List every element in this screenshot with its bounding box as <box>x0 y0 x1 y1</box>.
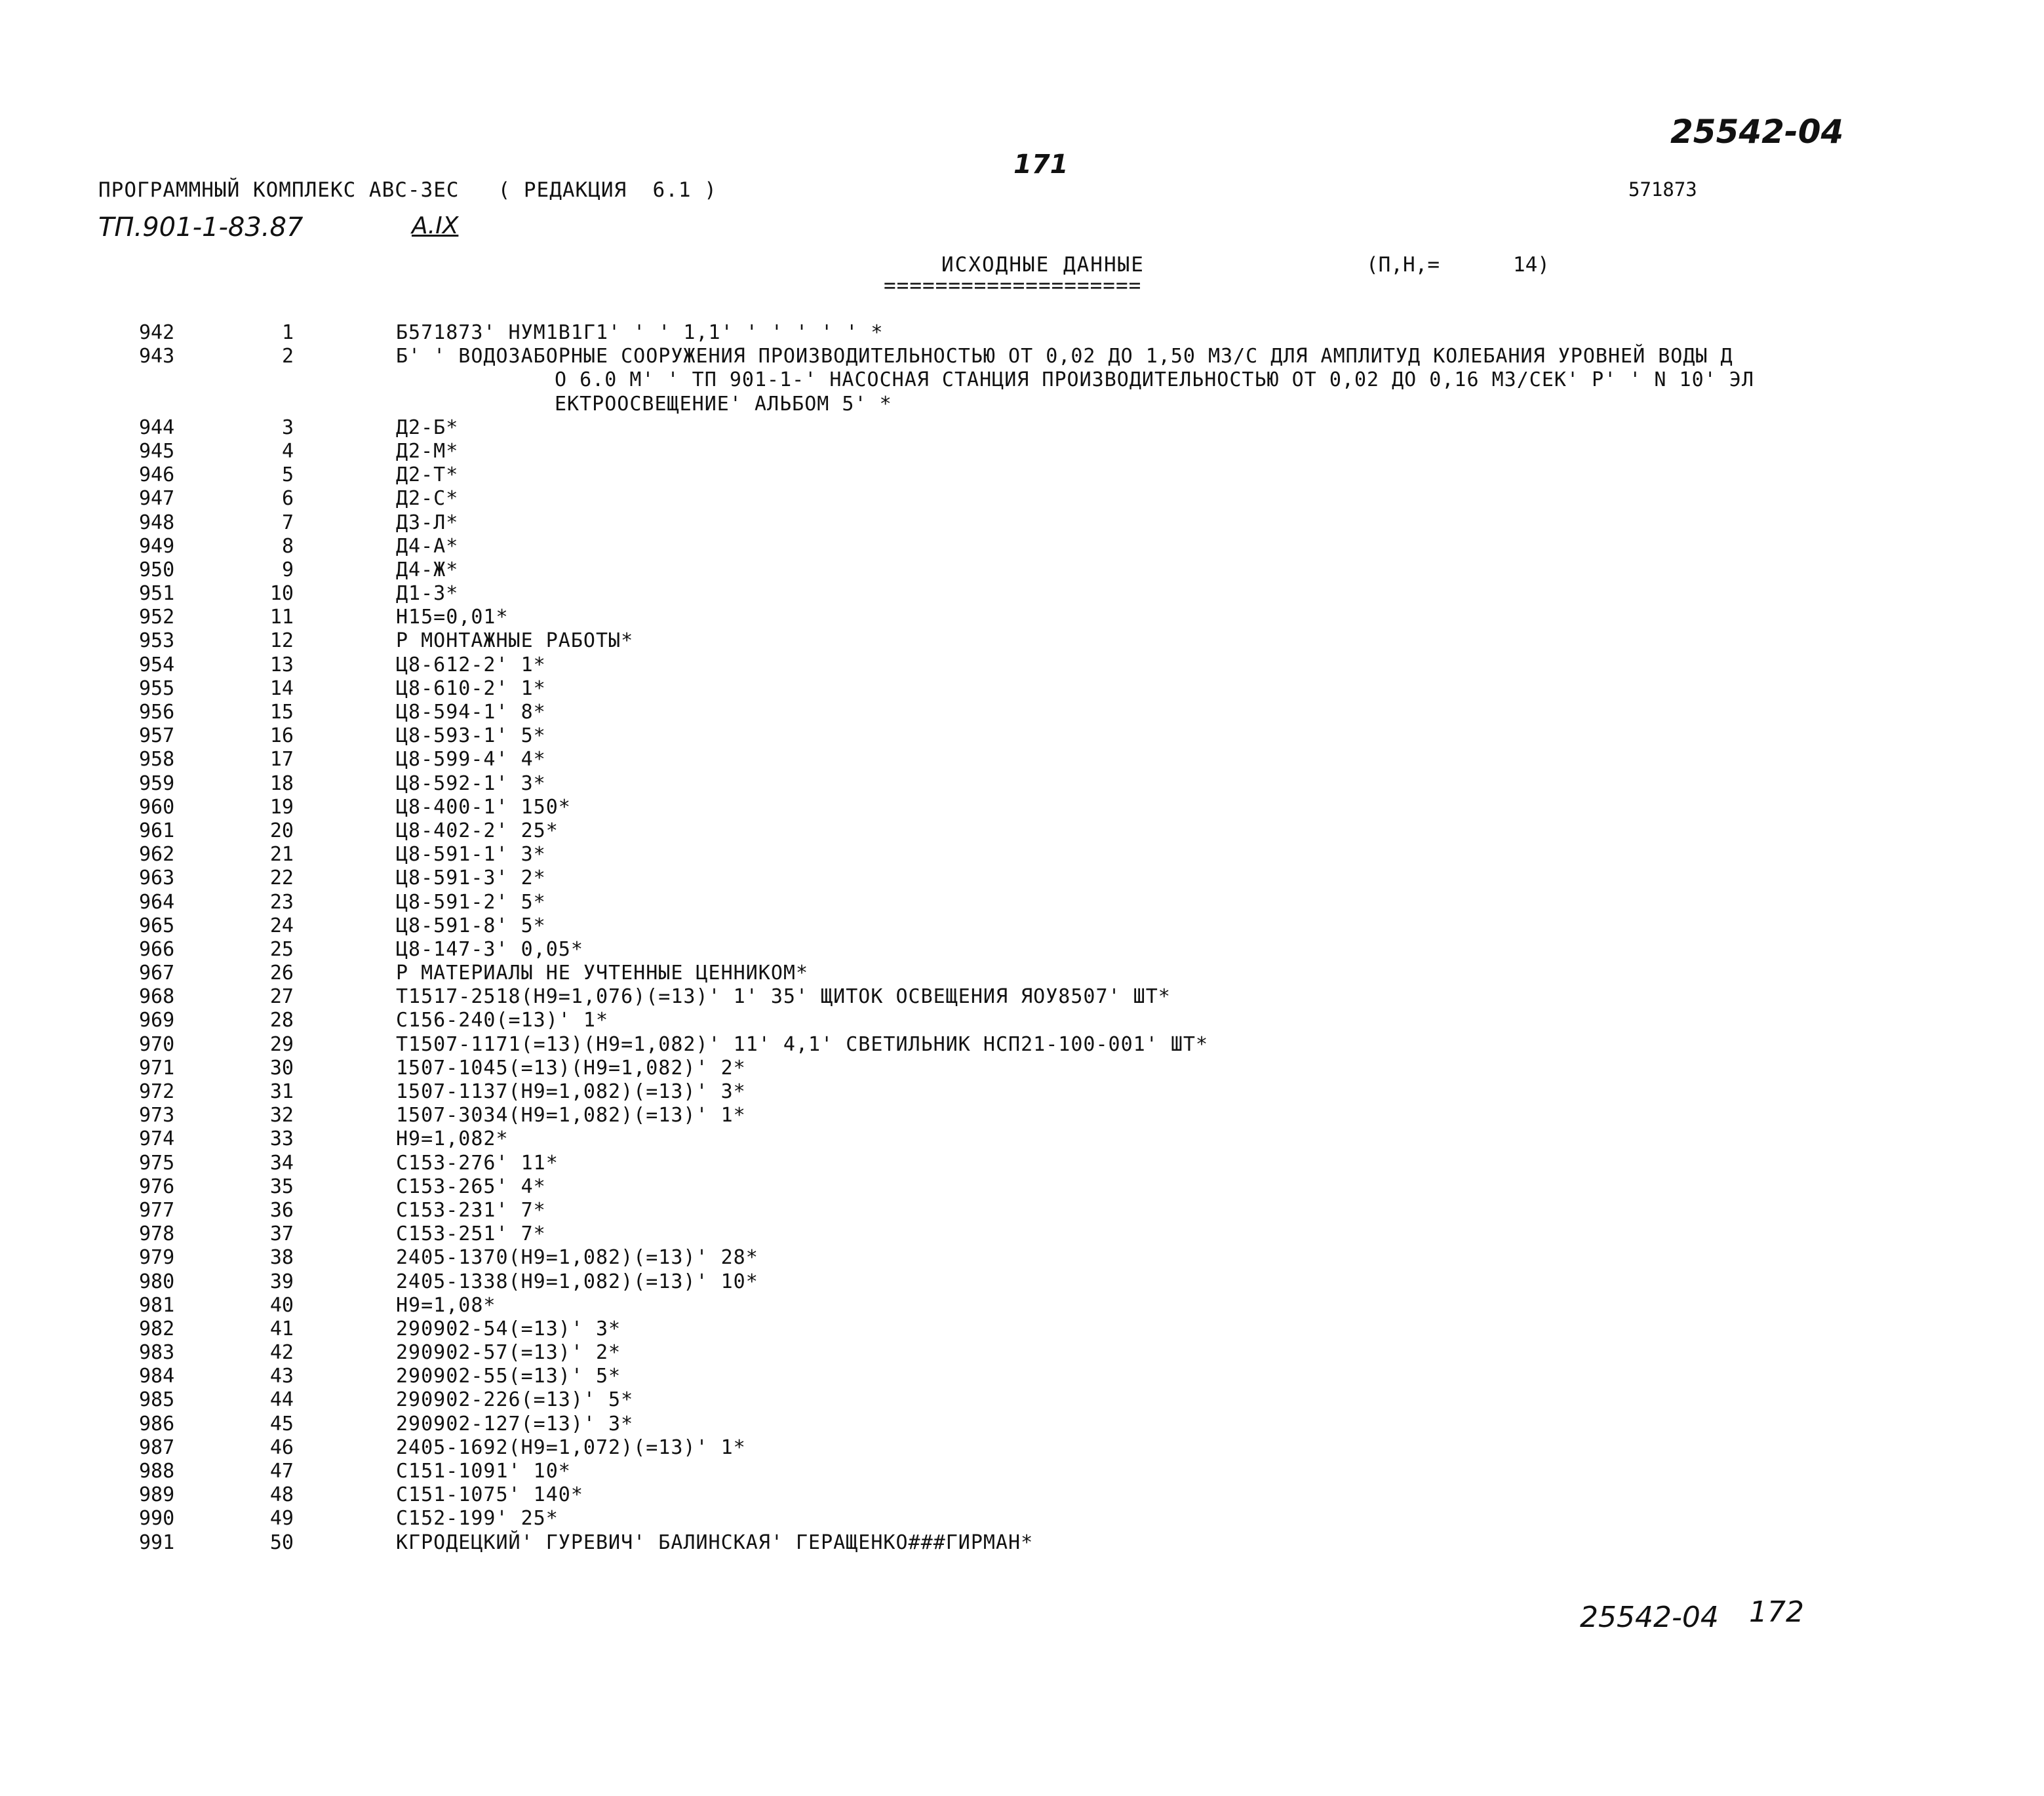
record-text: С153-265' 4* <box>396 1175 546 1198</box>
record-row <box>0 1365 2044 1388</box>
record-text: Ц8-400-1' 150* <box>396 795 571 819</box>
record-text-continuation: О 6.0 М' ' ТП 901-1-' НАСОСНАЯ СТАНЦИЯ ПРОИЗВОДИТЕЛЬНОСТЬЮ ОТ 0,02 ДО 0,16 М3/СЕК' Р' ' N 10' ЭЛ <box>555 368 1754 392</box>
record-line-number: 980 <box>139 1270 175 1293</box>
record-row <box>0 1413 2044 1436</box>
record-line-number: 987 <box>139 1435 175 1459</box>
record-sequence-number: 25 <box>269 937 294 961</box>
record-sequence-number: 46 <box>269 1435 294 1459</box>
record-line-number: 963 <box>139 867 175 890</box>
record-line-number: 958 <box>139 748 175 771</box>
record-sequence-number: 23 <box>269 890 294 914</box>
record-sequence-number: 7 <box>281 511 294 534</box>
record-row <box>0 321 2044 345</box>
record-text: С152-199' 25* <box>396 1507 559 1531</box>
record-line-number: 951 <box>139 582 175 606</box>
record-text: С153-276' 11* <box>396 1151 559 1175</box>
record-row <box>0 914 2044 938</box>
record-sequence-number: 42 <box>269 1341 294 1365</box>
record-row <box>0 606 2044 629</box>
record-row <box>0 1246 2044 1270</box>
record-row <box>0 1175 2044 1199</box>
record-line-number: 985 <box>139 1388 175 1412</box>
record-row <box>0 962 2044 985</box>
record-row <box>0 1057 2044 1080</box>
record-text: С153-251' 7* <box>396 1222 546 1246</box>
record-row <box>0 1104 2044 1127</box>
record-text: Д1-3* <box>396 582 459 606</box>
record-row <box>0 1507 2044 1531</box>
record-line-number: 969 <box>139 1009 175 1032</box>
record-sequence-number: 8 <box>281 534 294 558</box>
record-sequence-number: 48 <box>269 1483 294 1507</box>
record-sequence-number: 24 <box>269 914 294 937</box>
section-title: ИСХОДНЫЕ ДАННЫЕ <box>941 253 1145 277</box>
record-text: 290902-54(=13)' 3* <box>396 1317 621 1340</box>
record-row <box>0 487 2044 511</box>
record-text: 290902-57(=13)' 2* <box>396 1341 621 1365</box>
record-line-number: 988 <box>139 1460 175 1483</box>
record-line-number: 981 <box>139 1293 175 1317</box>
record-line-number: 989 <box>139 1483 175 1507</box>
record-row <box>0 416 2044 440</box>
record-row <box>0 1033 2044 1057</box>
record-text: С156-240(=13)' 1* <box>396 1009 609 1032</box>
record-text: Р МАТЕРИАЛЫ НЕ УЧТЕННЫЕ ЦЕННИКОМ* <box>396 962 809 985</box>
record-line-number: 953 <box>139 629 175 653</box>
record-line-number: 968 <box>139 985 175 1009</box>
record-line-number: 957 <box>139 724 175 748</box>
record-sequence-number: 2 <box>281 345 294 368</box>
record-row <box>0 1152 2044 1175</box>
record-row <box>0 724 2044 748</box>
record-sequence-number: 6 <box>281 487 294 511</box>
record-text: Д2-С* <box>396 487 459 511</box>
program-header: ПРОГРАММНЫЙ КОМПЛЕКС АВС-3ЕС ( РЕДАКЦИЯ 6.1 ) <box>98 178 717 202</box>
record-text: Ц8-591-8' 5* <box>396 914 546 937</box>
record-line-number: 945 <box>139 439 175 463</box>
record-row <box>0 511 2044 535</box>
record-sequence-number: 36 <box>269 1198 294 1222</box>
record-text: Н15=0,01* <box>396 606 509 629</box>
record-row <box>0 535 2044 558</box>
record-text: 2405-1692(Н9=1,072)(=13)' 1* <box>396 1435 746 1459</box>
record-text: Д4-Ж* <box>396 558 459 581</box>
record-text: 1507-1137(Н9=1,082)(=13)' 3* <box>396 1080 746 1103</box>
section-underline: ==================== <box>884 274 1142 298</box>
record-sequence-number: 38 <box>269 1246 294 1270</box>
record-row <box>0 819 2044 843</box>
record-sequence-number: 16 <box>269 724 294 748</box>
record-line-number: 962 <box>139 843 175 867</box>
record-line-number: 976 <box>139 1175 175 1198</box>
record-text: Ц8-402-2' 25* <box>396 819 559 842</box>
record-sequence-number: 20 <box>269 819 294 842</box>
record-sequence-number: 45 <box>269 1412 294 1435</box>
record-line-number: 950 <box>139 558 175 581</box>
record-line-number: 972 <box>139 1080 175 1103</box>
record-line-number: 991 <box>139 1531 175 1554</box>
record-listing <box>0 321 2044 1555</box>
record-text: Ц8-592-1' 3* <box>396 771 546 795</box>
record-line-number: 964 <box>139 890 175 914</box>
record-text: Ц8-593-1' 5* <box>396 724 546 748</box>
record-text: С153-231' 7* <box>396 1198 546 1222</box>
record-row <box>0 1436 2044 1460</box>
document-code-top: 25542-04 <box>1670 113 1844 151</box>
record-line-number: 983 <box>139 1341 175 1365</box>
record-line-number: 986 <box>139 1412 175 1435</box>
record-row <box>0 1294 2044 1318</box>
record-text: Т1517-2518(Н9=1,076)(=13)' 1' 35' ЩИТОК ОСВЕЩЕНИЯ ЯОУ8507' ШТ* <box>396 985 1171 1009</box>
record-line-number: 967 <box>139 962 175 985</box>
record-row <box>0 985 2044 1009</box>
record-sequence-number: 22 <box>269 867 294 890</box>
page-number-top: 171 <box>1013 149 1069 180</box>
record-row <box>0 843 2044 867</box>
record-line-number: 959 <box>139 771 175 795</box>
record-sequence-number: 43 <box>269 1365 294 1388</box>
record-row <box>0 654 2044 677</box>
record-row <box>0 1080 2044 1104</box>
record-line-number: 952 <box>139 606 175 629</box>
record-row <box>0 1460 2044 1483</box>
record-row <box>0 1009 2044 1032</box>
record-sequence-number: 4 <box>281 439 294 463</box>
record-sequence-number: 26 <box>269 962 294 985</box>
record-row <box>0 938 2044 962</box>
record-sequence-number: 10 <box>269 582 294 606</box>
record-text: Б571873' НУМ1В1Г1' ' ' 1,1' ' ' ' ' ' * <box>396 321 884 344</box>
record-line-number: 975 <box>139 1151 175 1175</box>
record-sequence-number: 27 <box>269 985 294 1009</box>
page-counter: (П,Н,= 14) <box>1366 253 1550 277</box>
record-sequence-number: 32 <box>269 1104 294 1127</box>
record-text: 1507-3034(Н9=1,082)(=13)' 1* <box>396 1104 746 1127</box>
record-text: Ц8-599-4' 4* <box>396 748 546 771</box>
record-text: 290902-226(=13)' 5* <box>396 1388 634 1412</box>
record-text: Н9=1,082* <box>396 1127 509 1151</box>
record-text: 2405-1370(Н9=1,082)(=13)' 28* <box>396 1246 758 1270</box>
record-row <box>0 582 2044 606</box>
record-line-number: 947 <box>139 487 175 511</box>
record-row <box>0 1127 2044 1151</box>
record-sequence-number: 47 <box>269 1460 294 1483</box>
record-sequence-number: 44 <box>269 1388 294 1412</box>
record-text: Ц8-594-1' 8* <box>396 701 546 724</box>
record-text: 2405-1338(Н9=1,082)(=13)' 10* <box>396 1270 758 1293</box>
record-row <box>0 1199 2044 1222</box>
record-row <box>0 558 2044 582</box>
record-sequence-number: 3 <box>281 416 294 439</box>
record-sequence-number: 11 <box>269 606 294 629</box>
record-line-number: 944 <box>139 416 175 439</box>
record-line-number: 956 <box>139 701 175 724</box>
footer-document-code: 25542-04 <box>1580 1601 1719 1634</box>
record-line-number: 984 <box>139 1365 175 1388</box>
record-row <box>0 1222 2044 1246</box>
record-row <box>0 368 2044 392</box>
record-line-number: 990 <box>139 1507 175 1531</box>
record-text: Б' ' ВОДОЗАБОРНЫЕ СООРУЖЕНИЯ ПРОИЗВОДИТЕЛЬНОСТЬЮ ОТ 0,02 ДО 1,50 М3/С ДЛЯ АМПЛИТУД КОЛЕБАНИЯ УРОВНЕЙ ВОДЫ Д <box>396 345 1733 368</box>
record-line-number: 974 <box>139 1127 175 1151</box>
record-row <box>0 891 2044 914</box>
record-line-number: 965 <box>139 914 175 937</box>
record-line-number: 961 <box>139 819 175 842</box>
record-line-number: 970 <box>139 1032 175 1056</box>
record-line-number: 942 <box>139 321 175 344</box>
record-text: С151-1091' 10* <box>396 1460 571 1483</box>
record-row <box>0 1388 2044 1412</box>
record-text: Ц8-591-1' 3* <box>396 843 546 867</box>
record-text: 290902-55(=13)' 5* <box>396 1365 621 1388</box>
record-text: Р МОНТАЖНЫЕ РАБОТЫ* <box>396 629 634 653</box>
record-line-number: 966 <box>139 937 175 961</box>
record-line-number: 946 <box>139 463 175 487</box>
record-sequence-number: 33 <box>269 1127 294 1151</box>
record-sequence-number: 40 <box>269 1293 294 1317</box>
record-text: Д4-А* <box>396 534 459 558</box>
record-sequence-number: 50 <box>269 1531 294 1554</box>
record-text-continuation: ЕКТРООСВЕЩЕНИЕ' АЛЬБОМ 5' * <box>555 392 892 416</box>
record-row <box>0 1483 2044 1507</box>
record-sequence-number: 41 <box>269 1317 294 1340</box>
record-sequence-number: 35 <box>269 1175 294 1198</box>
record-text: Ц8-591-3' 2* <box>396 867 546 890</box>
record-row <box>0 796 2044 819</box>
record-text: КГРОДЕЦКИЙ' ГУРЕВИЧ' БАЛИНСКАЯ' ГЕРАЩЕНКО###ГИРМАН* <box>396 1531 1034 1554</box>
record-line-number: 955 <box>139 676 175 700</box>
record-row <box>0 440 2044 463</box>
record-text: С151-1075' 140* <box>396 1483 583 1507</box>
record-sequence-number: 12 <box>269 629 294 653</box>
record-row <box>0 345 2044 368</box>
record-sequence-number: 15 <box>269 701 294 724</box>
record-line-number: 943 <box>139 345 175 368</box>
record-line-number: 977 <box>139 1198 175 1222</box>
record-row <box>0 1318 2044 1341</box>
record-row <box>0 772 2044 796</box>
record-row <box>0 463 2044 487</box>
record-sequence-number: 5 <box>281 463 294 487</box>
record-sequence-number: 19 <box>269 795 294 819</box>
record-sequence-number: 14 <box>269 676 294 700</box>
record-text: 290902-127(=13)' 3* <box>396 1412 634 1435</box>
project-code: ТП.901-1-83.87 <box>98 212 304 243</box>
record-row <box>0 629 2044 653</box>
record-row <box>0 1531 2044 1555</box>
serial-number: 571873 <box>1628 178 1697 201</box>
record-text: Ц8-591-2' 5* <box>396 890 546 914</box>
record-sequence-number: 13 <box>269 653 294 676</box>
record-sequence-number: 49 <box>269 1507 294 1531</box>
record-line-number: 979 <box>139 1246 175 1270</box>
record-line-number: 973 <box>139 1104 175 1127</box>
record-row <box>0 701 2044 724</box>
record-text: Ц8-147-3' 0,05* <box>396 937 583 961</box>
record-sequence-number: 30 <box>269 1056 294 1080</box>
record-row <box>0 1270 2044 1294</box>
record-text: 1507-1045(=13)(Н9=1,082)' 2* <box>396 1056 746 1080</box>
record-text: Т1507-1171(=13)(Н9=1,082)' 11' 4,1' СВЕТИЛЬНИК НСП21-100-001' ШТ* <box>396 1032 1208 1056</box>
record-text: Д3-Л* <box>396 511 459 534</box>
record-row <box>0 867 2044 890</box>
record-sequence-number: 18 <box>269 771 294 795</box>
record-line-number: 954 <box>139 653 175 676</box>
record-row <box>0 1341 2044 1365</box>
record-text: Ц8-612-2' 1* <box>396 653 546 676</box>
record-sequence-number: 39 <box>269 1270 294 1293</box>
record-text: Д2-М* <box>396 439 459 463</box>
record-sequence-number: 21 <box>269 843 294 867</box>
record-text: Ц8-610-2' 1* <box>396 676 546 700</box>
record-line-number: 949 <box>139 534 175 558</box>
record-text: Д2-Т* <box>396 463 459 487</box>
record-line-number: 982 <box>139 1317 175 1340</box>
album-label: А.IX <box>412 212 459 239</box>
record-row <box>0 393 2044 416</box>
record-sequence-number: 9 <box>281 558 294 581</box>
record-sequence-number: 1 <box>281 321 294 344</box>
footer-page-number: 172 <box>1749 1595 1804 1629</box>
record-line-number: 971 <box>139 1056 175 1080</box>
record-sequence-number: 37 <box>269 1222 294 1246</box>
record-line-number: 978 <box>139 1222 175 1246</box>
record-row <box>0 748 2044 771</box>
record-row <box>0 677 2044 701</box>
record-sequence-number: 17 <box>269 748 294 771</box>
record-sequence-number: 34 <box>269 1151 294 1175</box>
record-sequence-number: 28 <box>269 1009 294 1032</box>
record-text: Д2-Б* <box>396 416 459 439</box>
record-text: Н9=1,08* <box>396 1293 496 1317</box>
record-line-number: 960 <box>139 795 175 819</box>
record-sequence-number: 29 <box>269 1032 294 1056</box>
record-line-number: 948 <box>139 511 175 534</box>
record-sequence-number: 31 <box>269 1080 294 1103</box>
